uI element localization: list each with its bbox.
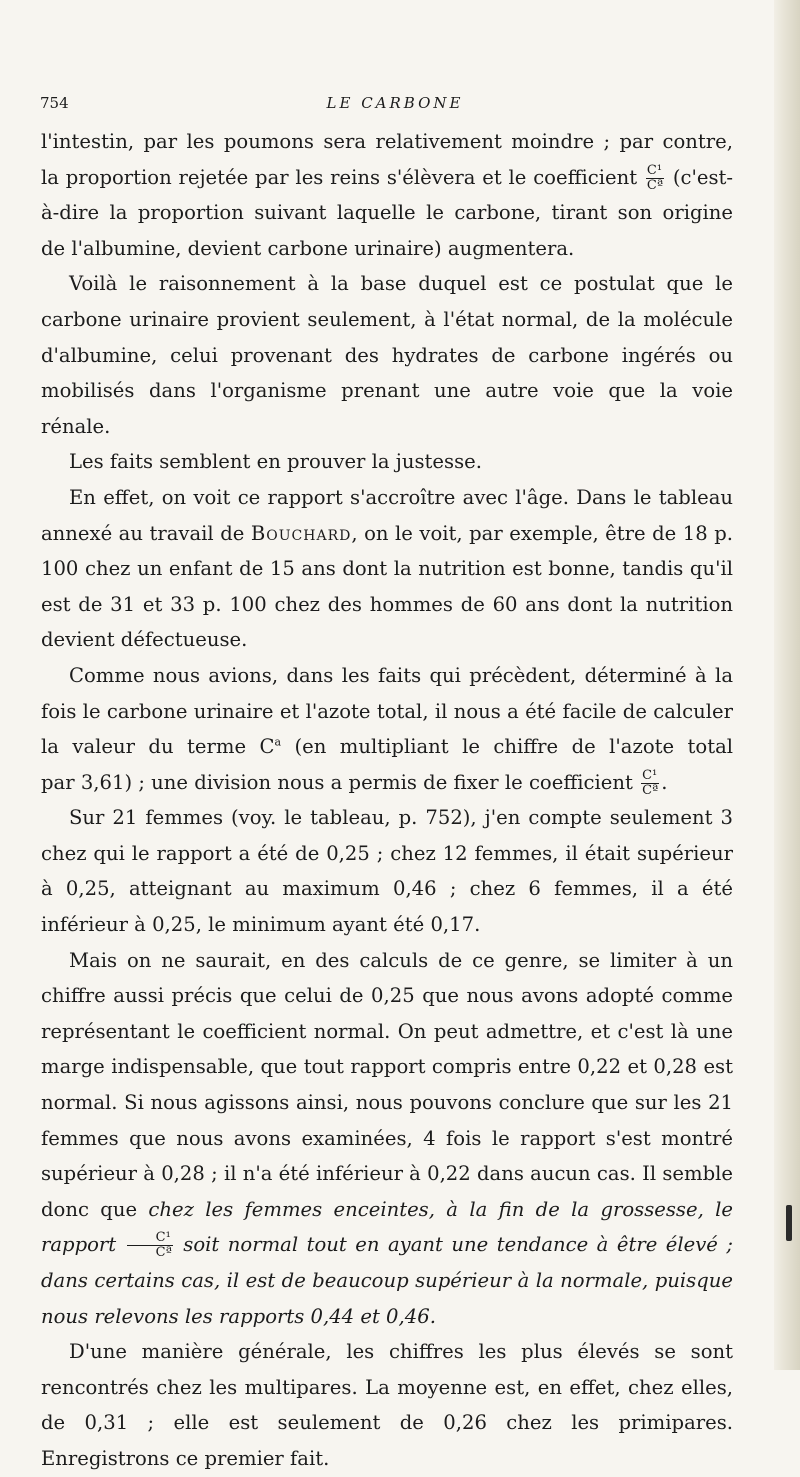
paragraph-7: Mais on ne saurait, en des calculs de ce genre, se limiter à un chiffre aussi précis que celui de 0,25 que nous avons adopté comme représentant le coefficient normal. On peut admettre, et c'est là une marge indispensable, que tout rapport compris entre 0,22 et 0,28 est normal. Si nous agissons ainsi, nous pouvons conclure que sur les 21 femmes que nous avons examinées, 4 fois le rapport s'est montré supérieur à 0,28 ; il n'a été inférieur à 0,22 dans aucun cas. Il semble donc que chez les femmes enceintes, à la fin de la grossesse, le rapport $\frac{\text{C¹}}{\text{Cª}}$ soit normal tout en ayant une tendance à être élevé ; dans certains cas, il est de beaucoup supérieur à la normale, puisque nous relevons les rapports 0,44 et 0,46. xyxy=(41,948,734,1328)
running-head xyxy=(40,94,780,116)
paragraph-2: Voilà le raisonnement à la base duquel est ce postulat que le carbone urinaire provient seulement, à l'état normal, de la molécule d'albumine, celui provenant des hydrates de carbone ingérés ou mobilisés dans l'organisme prenant une autre voie que la voie rénale. xyxy=(41,272,733,438)
paragraph-1-line-4: de l'albumine, devient carbone urinaire) augmentera. xyxy=(41,236,575,260)
page-edge xyxy=(774,0,800,1370)
paragraph-4: En effet, on voit ce rapport s'accroître avec l'âge. Dans le tableau annexé au travail de Bouchard, on le voit, par exemple, être de 18 p. 100 chez un enfant de 15 ans dont la nutrition est bonne, tandis qu'il est de 31 et 33 p. 100 chez des hommes de 60 ans dont la nutrition devient défectueuse. xyxy=(41,485,733,652)
paragraph-3: Les faits semblent en prouver la justesse. xyxy=(69,450,482,474)
fraction-c1-ca: $\frac{\text{C¹}}{\text{Cª}}$ xyxy=(642,767,659,798)
paragraph-6: Sur 21 femmes (voy. le tableau, p. 752), j'en compte seulement 3 chez qui le rapport a été de 0,25 ; chez 12 femmes, il était supérieur à 0,25, atteignant au maximum 0,46 ; chez 6 femmes, il a été inférieur à 0,25, le minimum ayant été 0,17. xyxy=(41,806,733,937)
fraction-c1-ca: $\frac{\text{C¹}}{\text{Cª}}$ xyxy=(127,1231,173,1260)
paragraph-1-line-2: la proportion rejetée par les reins s'élèvera et le coefficient $\frac{\text{C¹}}{\text{Cª}}$ (c'est- xyxy=(41,162,733,193)
edge-mark xyxy=(786,1205,792,1241)
paragraph-5-end: par 3,61) ; une division nous a permis de fixer le coefficient $\frac{\text{C¹}}{\text{Cª}}$ . xyxy=(41,767,668,798)
page-number: 754 xyxy=(40,94,69,112)
paragraph-5: Comme nous avions, dans les faits qui précèdent, déterminé à la fois le carbone urinaire et l'azote total, il nous a été facile de calculer la valeur du terme $C^a$ (en multipliant le chiffre de l'azote total xyxy=(41,663,734,759)
author-name: Bouchard xyxy=(250,521,352,545)
running-title: LE CARBONE xyxy=(326,94,464,112)
paragraph-8: D'une manière générale, les chiffres les plus élevés se sont rencontrés chez les multipares. La moyenne est, en effet, chez elles, de 0,31 ; elle est seulement de 0,26 chez les primipares. Enregistrons ce premier fait. xyxy=(41,1340,733,1470)
body-text xyxy=(41,124,733,1477)
paragraph-1-line-1: l'intestin, par les poumons sera relativement moindre ; par contre, xyxy=(41,130,733,153)
paragraph-1-line-3: à-dire la proportion suivant laquelle le carbone, tirant son origine xyxy=(41,201,733,225)
fraction-c1-ca: $\frac{\text{C¹}}{\text{Cª}}$ xyxy=(646,162,664,193)
